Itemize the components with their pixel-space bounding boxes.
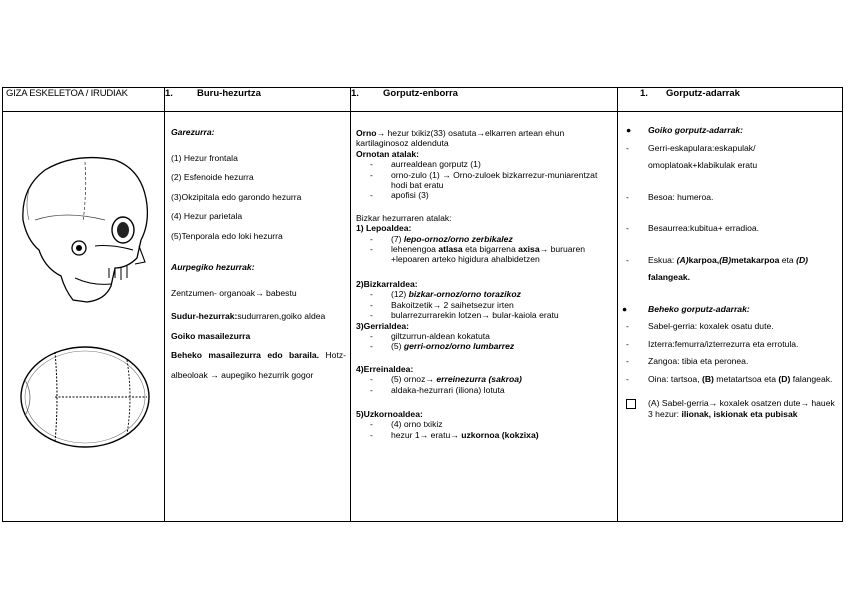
list-item: - (12) bizkar-ornoz/orno torazikoz — [370, 289, 613, 299]
list-item: - apofisi (3) — [370, 190, 613, 200]
header-gorputz-enborra: 1. Gorputz-enborra — [351, 88, 618, 112]
header-gorputz-adarrak: 1. Gorputz-adarrak — [618, 88, 843, 112]
list-item: - Sabel-gerria: koxalek osatu dute. — [626, 321, 774, 331]
garezurra-item: (5)Tenporala edo loki hezurra — [171, 230, 283, 241]
lepoaldea-list — [356, 234, 613, 265]
goiko-masailezurra: Goiko masailezurra — [171, 330, 251, 341]
bullet-icon: ● — [622, 303, 628, 314]
content-row — [3, 112, 843, 522]
erreinaldea-title: 4)Erreinaldea: — [356, 363, 414, 374]
beheko-adarrak-title: ● Beheko gorputz-adarrak: — [622, 301, 836, 319]
orno-def: Orno→ hezur txikiz(33) osatuta→elkarren artean ehun kartilaginosoz aldenduta — [356, 128, 565, 149]
list-item: - giltzurrun-aldean kokatuta — [370, 331, 613, 341]
gorputz-adarrak-cell — [618, 112, 843, 522]
images-cell — [3, 112, 165, 522]
list-item: - Izterra:femurra/izterrezurra eta errotula. — [626, 338, 799, 349]
goiko-adarrak-title: ● Goiko gorputz-adarrak: — [622, 122, 836, 140]
bizkarraldea-list — [356, 289, 613, 320]
uzkornoaldea-title: 5)Uzkornoaldea: — [356, 408, 423, 419]
list-item: - (5) gerri-ornoz/orno lumbarrez — [370, 341, 613, 351]
list-item: - lehenengoa atlasa eta bigarrena axisa→ buruaren +lepoaren arteko higidura ahalbidetzen — [370, 244, 613, 265]
list-item: - Eskua: (A)karpoa,(B)metakarpoa eta (D) falangeak. — [626, 254, 809, 282]
table-header-row — [3, 88, 843, 112]
list-item: - Oina: tartsoa, (B) metatartsoa eta (D) falangeak. — [626, 373, 833, 384]
erreinaldea-list — [356, 374, 613, 395]
aurpegiko-text: Zentzumen- organoak→ babestu — [171, 287, 297, 298]
list-item: - Bakoitzetik→ 2 saihetsezur irten — [370, 300, 613, 310]
gerrialdea-list — [356, 331, 613, 352]
orno-parts-list — [356, 159, 613, 201]
garezurra-item: (3)Okzipitala edo garondo hezurra — [171, 191, 302, 202]
ornotan-atalak: Ornotan atalak: — [356, 148, 420, 159]
sabel-gerria-note: (A) Sabel-gerria→ koxalek osatzen dute→ hauek 3 hezur: ilionak, iskionak eta pubisak — [622, 398, 836, 419]
list-item: - aldaka-hezurrari (iliona) lotuta — [370, 385, 613, 395]
header-buru-hezurtza: 1. Buru-hezurtza — [165, 88, 351, 112]
skull-side-icon — [15, 150, 155, 310]
checkbox-icon — [626, 399, 636, 409]
list-item: - (5) ornoz→ erreinezurra (sakroa) — [370, 374, 613, 384]
list-item: - hezur 1→ eratu→ uzkornoa (kokzixa) — [370, 430, 613, 440]
list-item: - (4) orno txikiz — [370, 419, 613, 429]
garezurra-item: (1) Hezur frontala — [171, 152, 238, 163]
garezurra-item: (4) Hezur parietala — [171, 211, 243, 221]
beheko-masailezurra: Beheko masailezurra edo baraila. Hotz- albeoloak → aupegiko hezurrik gogor — [171, 350, 346, 380]
gorputz-enborra-cell — [351, 112, 618, 522]
list-item: - Gerri-eskapulara:eskapulak/ omoplatoak+klabikulak eratu — [626, 142, 758, 170]
list-item: - bularrezurrarekin lotzen→ bular-kaiola eratu — [370, 310, 613, 320]
garezurra-title: Garezurra: — [171, 127, 215, 137]
skeleton-table — [2, 87, 843, 522]
list-item: - orno-zulo (1) → Orno-zuloek bizkarrezur-muniarentzat hodi bat eratu — [370, 170, 613, 191]
bizkar-intro: Bizkar hezurraren atalak: — [356, 212, 452, 223]
list-item: - Zangoa: tibia eta peronea. — [626, 356, 749, 366]
bizkarraldea-title: 2)Bizkarraldea: — [356, 278, 418, 289]
skull-top-icon — [15, 340, 155, 455]
aurpegiko-title: Aurpegiko hezurrak: — [171, 262, 255, 272]
gerrialdea-title: 3)Gerrialdea: — [356, 320, 410, 331]
list-item: - Besaurrea:kubitua+ erradioa. — [626, 223, 760, 233]
uzkornoaldea-list — [356, 419, 613, 440]
header-images: GIZA ESKELETOA / IRUDIAK — [3, 88, 165, 112]
sudur-line: Sudur-hezurrak:sudurraren,goiko aldea — [171, 311, 326, 321]
list-item: - (7) lepo-ornoz/orno zerbikalez — [370, 234, 613, 244]
bullet-icon: ● — [626, 125, 632, 135]
list-item: - aurrealdean gorputz (1) — [370, 159, 613, 169]
buru-hezurtza-cell — [165, 112, 351, 522]
lepoaldea-title: 1) Lepoaldea: — [356, 223, 412, 234]
list-item: - Besoa: humeroa. — [626, 191, 714, 202]
garezurra-item: (2) Esfenoide hezurra — [171, 172, 254, 182]
